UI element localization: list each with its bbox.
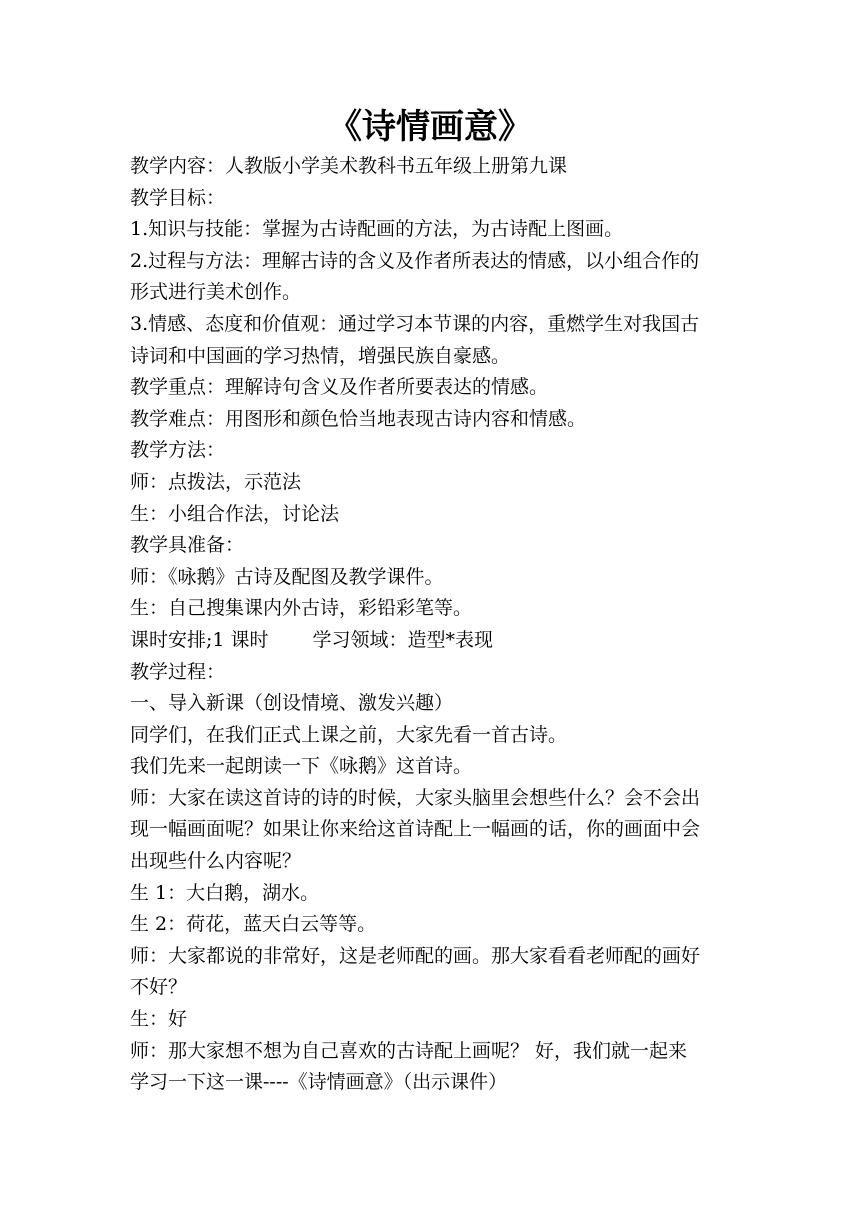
paragraph-line: 师：那大家想不想为自己喜欢的古诗配上画呢？ 好，我们就一起来 [130, 1039, 688, 1062]
paragraph-line: 教学内容：人教版小学美术教科书五年级上册第九课 [130, 155, 568, 177]
paragraph-line: 诗词和中国画的学习热情，增强民族自豪感。 [130, 344, 511, 367]
class-hours: 课时安排;1 课时 [130, 628, 269, 651]
paragraph-line: 师：大家都说的非常好，这是老师配的画。那大家看看老师配的画好 [130, 944, 701, 967]
document-body [130, 151, 740, 1099]
learning-domain: 学习领域：造型*表现 [312, 628, 494, 651]
paragraph-line: 教学难点：用图形和颜色恰当地表现古诗内容和情感。 [130, 407, 587, 430]
paragraph-line: 师：点拨法，示范法 [130, 470, 302, 493]
paragraph-line: 生：小组合作法，讨论法 [130, 502, 340, 525]
paragraph-line: 出现些什么内容呢？ [130, 850, 302, 873]
paragraph-line: 教学目标： [130, 186, 226, 209]
paragraph-line: 一、导入新课（创设情境、激发兴趣） [130, 692, 454, 715]
paragraph-line: 教学过程： [130, 660, 226, 683]
paragraph-line: 我们先来一起朗读一下《咏鹅》这首诗。 [130, 755, 473, 778]
paragraph-line: 教学重点：理解诗句含义及作者所要表达的情感。 [130, 376, 549, 399]
paragraph-line: 生 1：大白鹅，湖水。 [130, 881, 320, 904]
paragraph-line: 不好？ [130, 976, 188, 999]
paragraph-line: 学习一下这一课----《诗情画意》（出示课件） [130, 1071, 508, 1094]
paragraph-line: 师：《咏鹅》古诗及配图及教学课件。 [130, 565, 444, 588]
paragraph-line: 1.知识与技能：掌握为古诗配画的方法，为古诗配上图画。 [130, 218, 624, 241]
paragraph-line: 生 2：荷花，蓝天白云等等。 [130, 913, 377, 936]
paragraph-line: 生：自己搜集课内外古诗，彩铅彩笔等。 [130, 597, 473, 620]
paragraph-line: 3.情感、态度和价值观：通过学习本节课的内容，重燃学生对我国古 [130, 312, 700, 335]
paragraph-line: 2.过程与方法：理解古诗的含义及作者所表达的情感，以小组合作的 [130, 249, 700, 272]
paragraph-line: 现一幅画面呢？如果让你来给这首诗配上一幅画的话，你的画面中会 [130, 818, 701, 841]
document-title: 《诗情画意》 [328, 107, 532, 147]
paragraph-line: 师：大家在读这首诗的诗的时候，大家头脑里会想些什么？会不会出 [130, 786, 701, 809]
schedule-line [130, 625, 740, 657]
paragraph-line: 生：好 [130, 1008, 188, 1031]
paragraph-line: 教学方法： [130, 439, 226, 462]
paragraph-line: 同学们，在我们正式上课之前，大家先看一首古诗。 [130, 723, 568, 746]
paragraph-line: 形式进行美术创作。 [130, 281, 302, 304]
paragraph-line: 教学具准备： [130, 534, 245, 557]
